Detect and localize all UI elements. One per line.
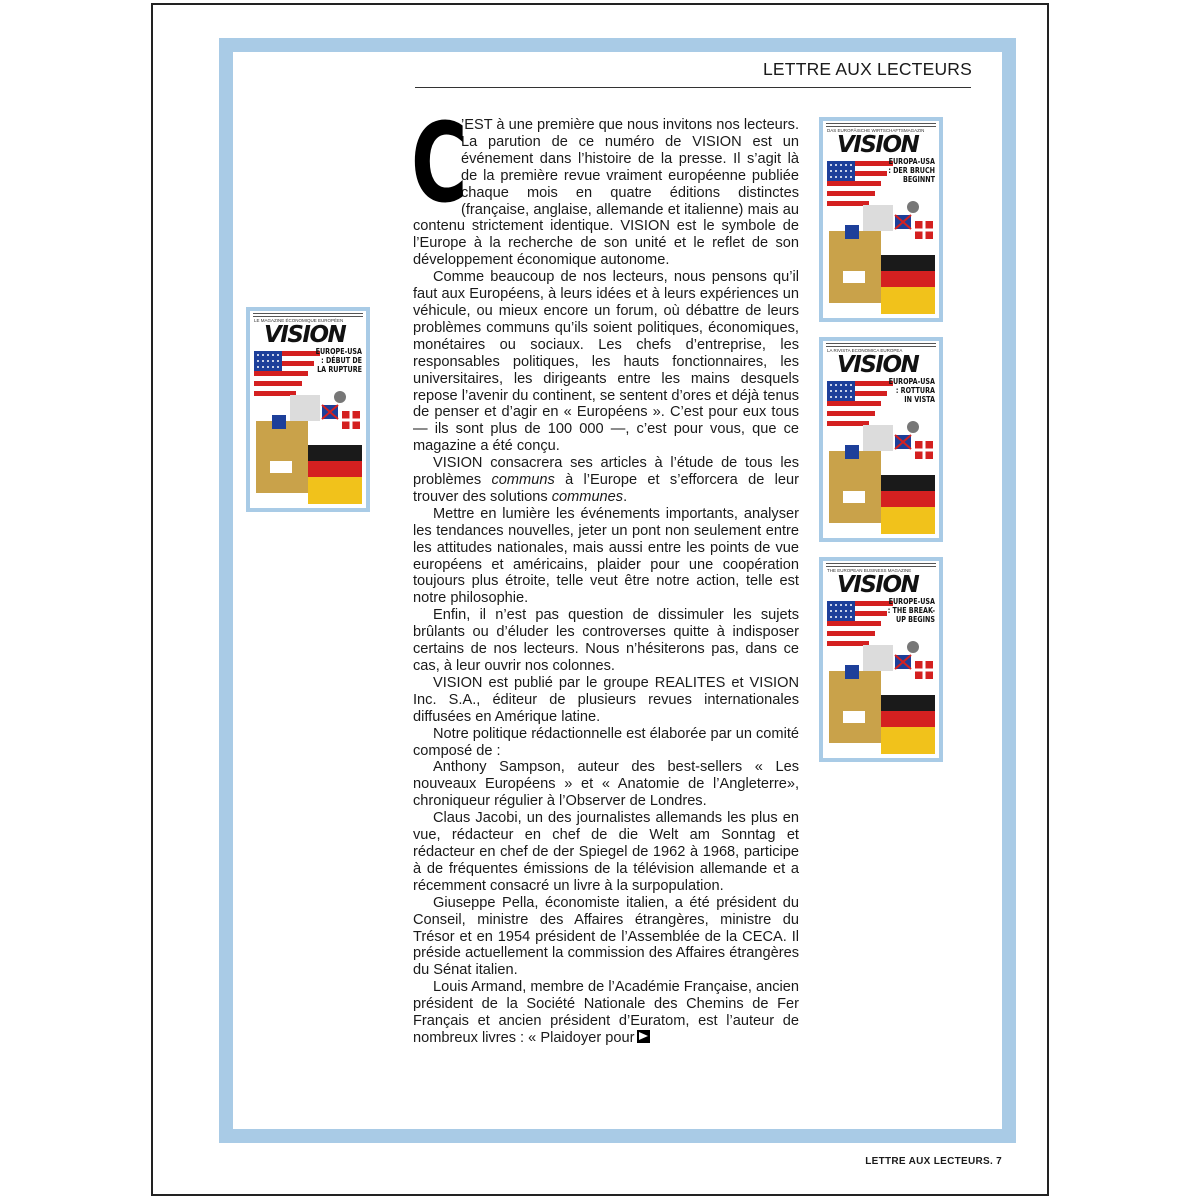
flag-stripe (827, 411, 875, 416)
europe-puzzle (829, 201, 935, 314)
puzzle-piece (881, 711, 935, 727)
flag-star (835, 170, 837, 172)
flag-star (262, 366, 264, 368)
flag-star (830, 176, 832, 178)
flag-star (845, 610, 847, 612)
flag-star (850, 604, 852, 606)
puzzle-piece (308, 445, 362, 461)
flag-star (830, 164, 832, 166)
puzzle-piece (881, 681, 935, 695)
puzzle-piece (881, 461, 935, 475)
flag-star (845, 390, 847, 392)
flag-star (257, 360, 259, 362)
paragraph-1: ’EST à une première que nous invitons nos lecteurs. La parution de ce numéro de VISION est un événement dans l’histoire de la presse. Il s’agit là de la première revue vraiment européenne publiée chaque mois en quatre éditions distinctes (française, anglaise, allemande et italienne) mais au contenu strictement identique. VISION est le symbole de l’Europe à la recherche de son unité et le reflet de son développement économique autonome. (413, 117, 800, 269)
flag-star (845, 396, 847, 398)
paragraph-8: Anthony Sampson, auteur des best-sellers « Les nouveaux Européens » et « Anatomie de l’Angleterre», chroniqueur régulier à l’Observer de Londres. (413, 759, 799, 810)
puzzle-piece (863, 645, 893, 671)
puzzle-piece (308, 461, 362, 477)
puzzle-piece (843, 491, 865, 503)
flag-star (830, 390, 832, 392)
flag-star (840, 390, 842, 392)
flag-stripe (827, 626, 878, 631)
puzzle-piece (308, 477, 362, 504)
header-rule (415, 87, 971, 88)
page-footer: LETTRE AUX LECTEURS. 7 (865, 1156, 1002, 1167)
flag-star (272, 360, 274, 362)
flag-star (830, 170, 832, 172)
puzzle-piece (308, 431, 362, 445)
flag-star (840, 384, 842, 386)
flag-star (845, 616, 847, 618)
flag-star (845, 604, 847, 606)
puzzle-piece (829, 231, 881, 303)
flag-stripe (827, 196, 872, 201)
paragraph-2: Comme beaucoup de nos lecteurs, nous pensons qu’il faut aux Européens, à leurs idées et à leurs expériences un véhicule, ou mieux encore un forum, où débattre de leurs problèmes communs qu’ils soient politiques, économiques, monétaires ou sociaux. Les chefs d’entreprise, les responsables politiques, les hauts fonctionnaires, les universitaires, les dirigeants entre les mains desquels repose l’avenir du continent, se sentent d’ores et déjà tenus de penser et d’agir en « Européens ». C’est pour eux tous — ils sont plus de 100 000 —, c’est pour vous, que ce magazine a été conçu. (413, 269, 799, 455)
flag-star (267, 354, 269, 356)
puzzle-piece (881, 241, 935, 255)
flag-star (272, 354, 274, 356)
puzzle-piece (881, 475, 935, 491)
puzzle-piece (863, 205, 893, 231)
europe-puzzle (256, 391, 362, 504)
flag-star (840, 396, 842, 398)
flag-star (257, 354, 259, 356)
paragraph-6: VISION est publié par le groupe REALITES et VISION Inc. S.A., éditeur de plusieurs revues internationales diffusées en Amérique latine. (413, 674, 799, 725)
puzzle-piece (270, 461, 292, 473)
flag-stripe (254, 391, 296, 396)
flag-star (267, 360, 269, 362)
paragraph-11: Louis Armand, membre de l’Académie Française, ancien président de la Société Nationale des Chemins de Fer Français et ancien président d’Euratom, est l’auteur de nombreux livres : « Plaidoyer pour (413, 979, 799, 1046)
cover-headline: EUROPA-USA : ROTTURA IN VISTA (888, 377, 935, 404)
europe-puzzle (829, 421, 935, 534)
puzzle-piece (256, 421, 308, 493)
flag-star (830, 616, 832, 618)
us-flag (827, 161, 893, 206)
drop-cap: C (411, 99, 468, 227)
us-flag (254, 351, 320, 396)
flag-star (277, 354, 279, 356)
us-flag (827, 381, 893, 426)
paragraph-10: Giuseppe Pella, économiste italien, a été président du Conseil, ministre des Affaires étrangères, ministre du Trésor et en 1954 président de l’Assemblée de la CECA. Il préside actuellement la commission des Affaires étrangères du Sénat italien. (413, 894, 799, 979)
puzzle-piece (290, 395, 320, 421)
flag-stripe (827, 191, 875, 196)
cover-german: DAS EUROPÄISCHE WIRTSCHAFTSMAGAZIN VISION EUROPA-USA : DER BRUCH BEGINNT (819, 117, 943, 322)
flag-star (257, 366, 259, 368)
flag-star (277, 366, 279, 368)
flag-star (262, 354, 264, 356)
paragraph-3: VISION consacrera ses articles à l’étude de tous les problèmes communs à l’Europe et s’efforcera de leur trouver des solutions communes. (413, 455, 800, 505)
puzzle-piece (843, 271, 865, 283)
flag-star (845, 164, 847, 166)
flag-stripe (827, 406, 878, 411)
flag-stripe (827, 181, 881, 186)
puzzle-piece (334, 391, 346, 403)
flag-star (840, 616, 842, 618)
article-body (411, 99, 800, 1047)
flag-star (850, 396, 852, 398)
flag-star (850, 610, 852, 612)
flag-stripe (827, 641, 869, 646)
cover-logo: VISION (264, 322, 346, 348)
puzzle-piece (907, 421, 919, 433)
puzzle-piece (843, 711, 865, 723)
flag-star (840, 610, 842, 612)
europe-puzzle (829, 641, 935, 754)
cover-logo: VISION (837, 132, 919, 158)
flag-stripe (827, 201, 869, 206)
flag-stripe (827, 186, 878, 191)
flag-star (840, 170, 842, 172)
flag-stripe (827, 636, 872, 641)
cover-logo: VISION (837, 352, 919, 378)
flag-star (830, 610, 832, 612)
flag-stripe (827, 416, 872, 421)
puzzle-piece (907, 641, 919, 653)
flag-stripe (254, 381, 302, 386)
flag-stripe (254, 371, 308, 376)
puzzle-piece (829, 451, 881, 523)
puzzle-piece (907, 201, 919, 213)
paragraph-9: Claus Jacobi, un des journalistes allemands les plus en vue, rédacteur en chef de die Welt am Sonntag et rédacteur en chef de der Spiegel de 1962 à 1968, participe à de fréquentes émissions de la télévision allemande et a récemment consacré un livre à la surpopulation. (413, 810, 799, 894)
flag-star (277, 360, 279, 362)
cover-italian: LA RIVISTA ECONOMICA EUROPEA VISION EUROPA-USA : ROTTURA IN VISTA (819, 337, 943, 542)
flag-star (845, 176, 847, 178)
flag-star (850, 616, 852, 618)
flag-star (835, 390, 837, 392)
flag-stripe (254, 386, 299, 391)
flag-stripe (827, 421, 869, 426)
flag-star (850, 176, 852, 178)
puzzle-piece (845, 445, 859, 459)
puzzle-piece (845, 665, 859, 679)
flag-star (850, 170, 852, 172)
cover-english: THE EUROPEAN BUSINESS MAGAZINE VISION EUROPE-USA : THE BREAK-UP BEGINS (819, 557, 943, 762)
cover-headline: EUROPE-USA : THE BREAK-UP BEGINS (887, 597, 935, 624)
flag-star (262, 360, 264, 362)
puzzle-piece (881, 271, 935, 287)
flag-stripe (827, 621, 881, 626)
flag-star (835, 610, 837, 612)
flag-star (850, 384, 852, 386)
cover-headline: EUROPE-USA : DÉBUT DE LA RUPTURE (315, 347, 362, 374)
flag-stripe (254, 376, 305, 381)
section-title: LETTRE AUX LECTEURS (763, 59, 972, 79)
flag-star (272, 366, 274, 368)
flag-star (845, 170, 847, 172)
cover-french: LE MAGAZINE ÉCONOMIQUE EUROPÉEN VISION EUROPE-USA : DÉBUT DE LA RUPTURE (246, 307, 370, 512)
paragraph-4: Mettre en lumière les événements importants, analyser les tendances nouvelles, jeter un pont non seulement entre les attitudes nationales, mais aussi entre les points de vue européens et américains, plaider pour une coopération toujours plus étroite, telle veut être notre action, telle est notre philosophie. (413, 505, 799, 607)
flag-star (835, 616, 837, 618)
puzzle-piece (829, 671, 881, 743)
puzzle-piece (863, 425, 893, 451)
flag-star (267, 366, 269, 368)
flag-star (840, 176, 842, 178)
continue-arrow-icon (637, 1030, 650, 1043)
flag-stripe (827, 631, 875, 636)
flag-star (835, 384, 837, 386)
paragraph-7: Notre politique rédactionnelle est élaborée par un comité composé de : (413, 725, 799, 759)
flag-star (850, 390, 852, 392)
puzzle-piece (845, 225, 859, 239)
flag-stripe (827, 401, 881, 406)
flag-star (830, 384, 832, 386)
flag-star (845, 384, 847, 386)
puzzle-piece (881, 507, 935, 534)
puzzle-piece (881, 695, 935, 711)
cover-logo: VISION (837, 572, 919, 598)
puzzle-piece (881, 727, 935, 754)
flag-star (840, 164, 842, 166)
puzzle-piece (881, 491, 935, 507)
flag-star (835, 396, 837, 398)
us-flag (827, 601, 893, 646)
puzzle-piece (881, 255, 935, 271)
flag-star (835, 176, 837, 178)
flag-star (835, 164, 837, 166)
paragraph-5: Enfin, il n’est pas question de dissimuler les sujets brûlants ou d’éluder les controverses quitte à indisposer certains de nos lecteurs. Nous n’hésiterons pas, dans ce cas, à leur ouvrir nos colonnes. (413, 607, 799, 674)
flag-star (830, 604, 832, 606)
puzzle-piece (881, 287, 935, 314)
flag-star (835, 604, 837, 606)
flag-star (830, 396, 832, 398)
flag-star (850, 164, 852, 166)
flag-star (840, 604, 842, 606)
puzzle-piece (272, 415, 286, 429)
cover-headline: EUROPA-USA : DER BRUCH BEGINNT (888, 157, 935, 184)
